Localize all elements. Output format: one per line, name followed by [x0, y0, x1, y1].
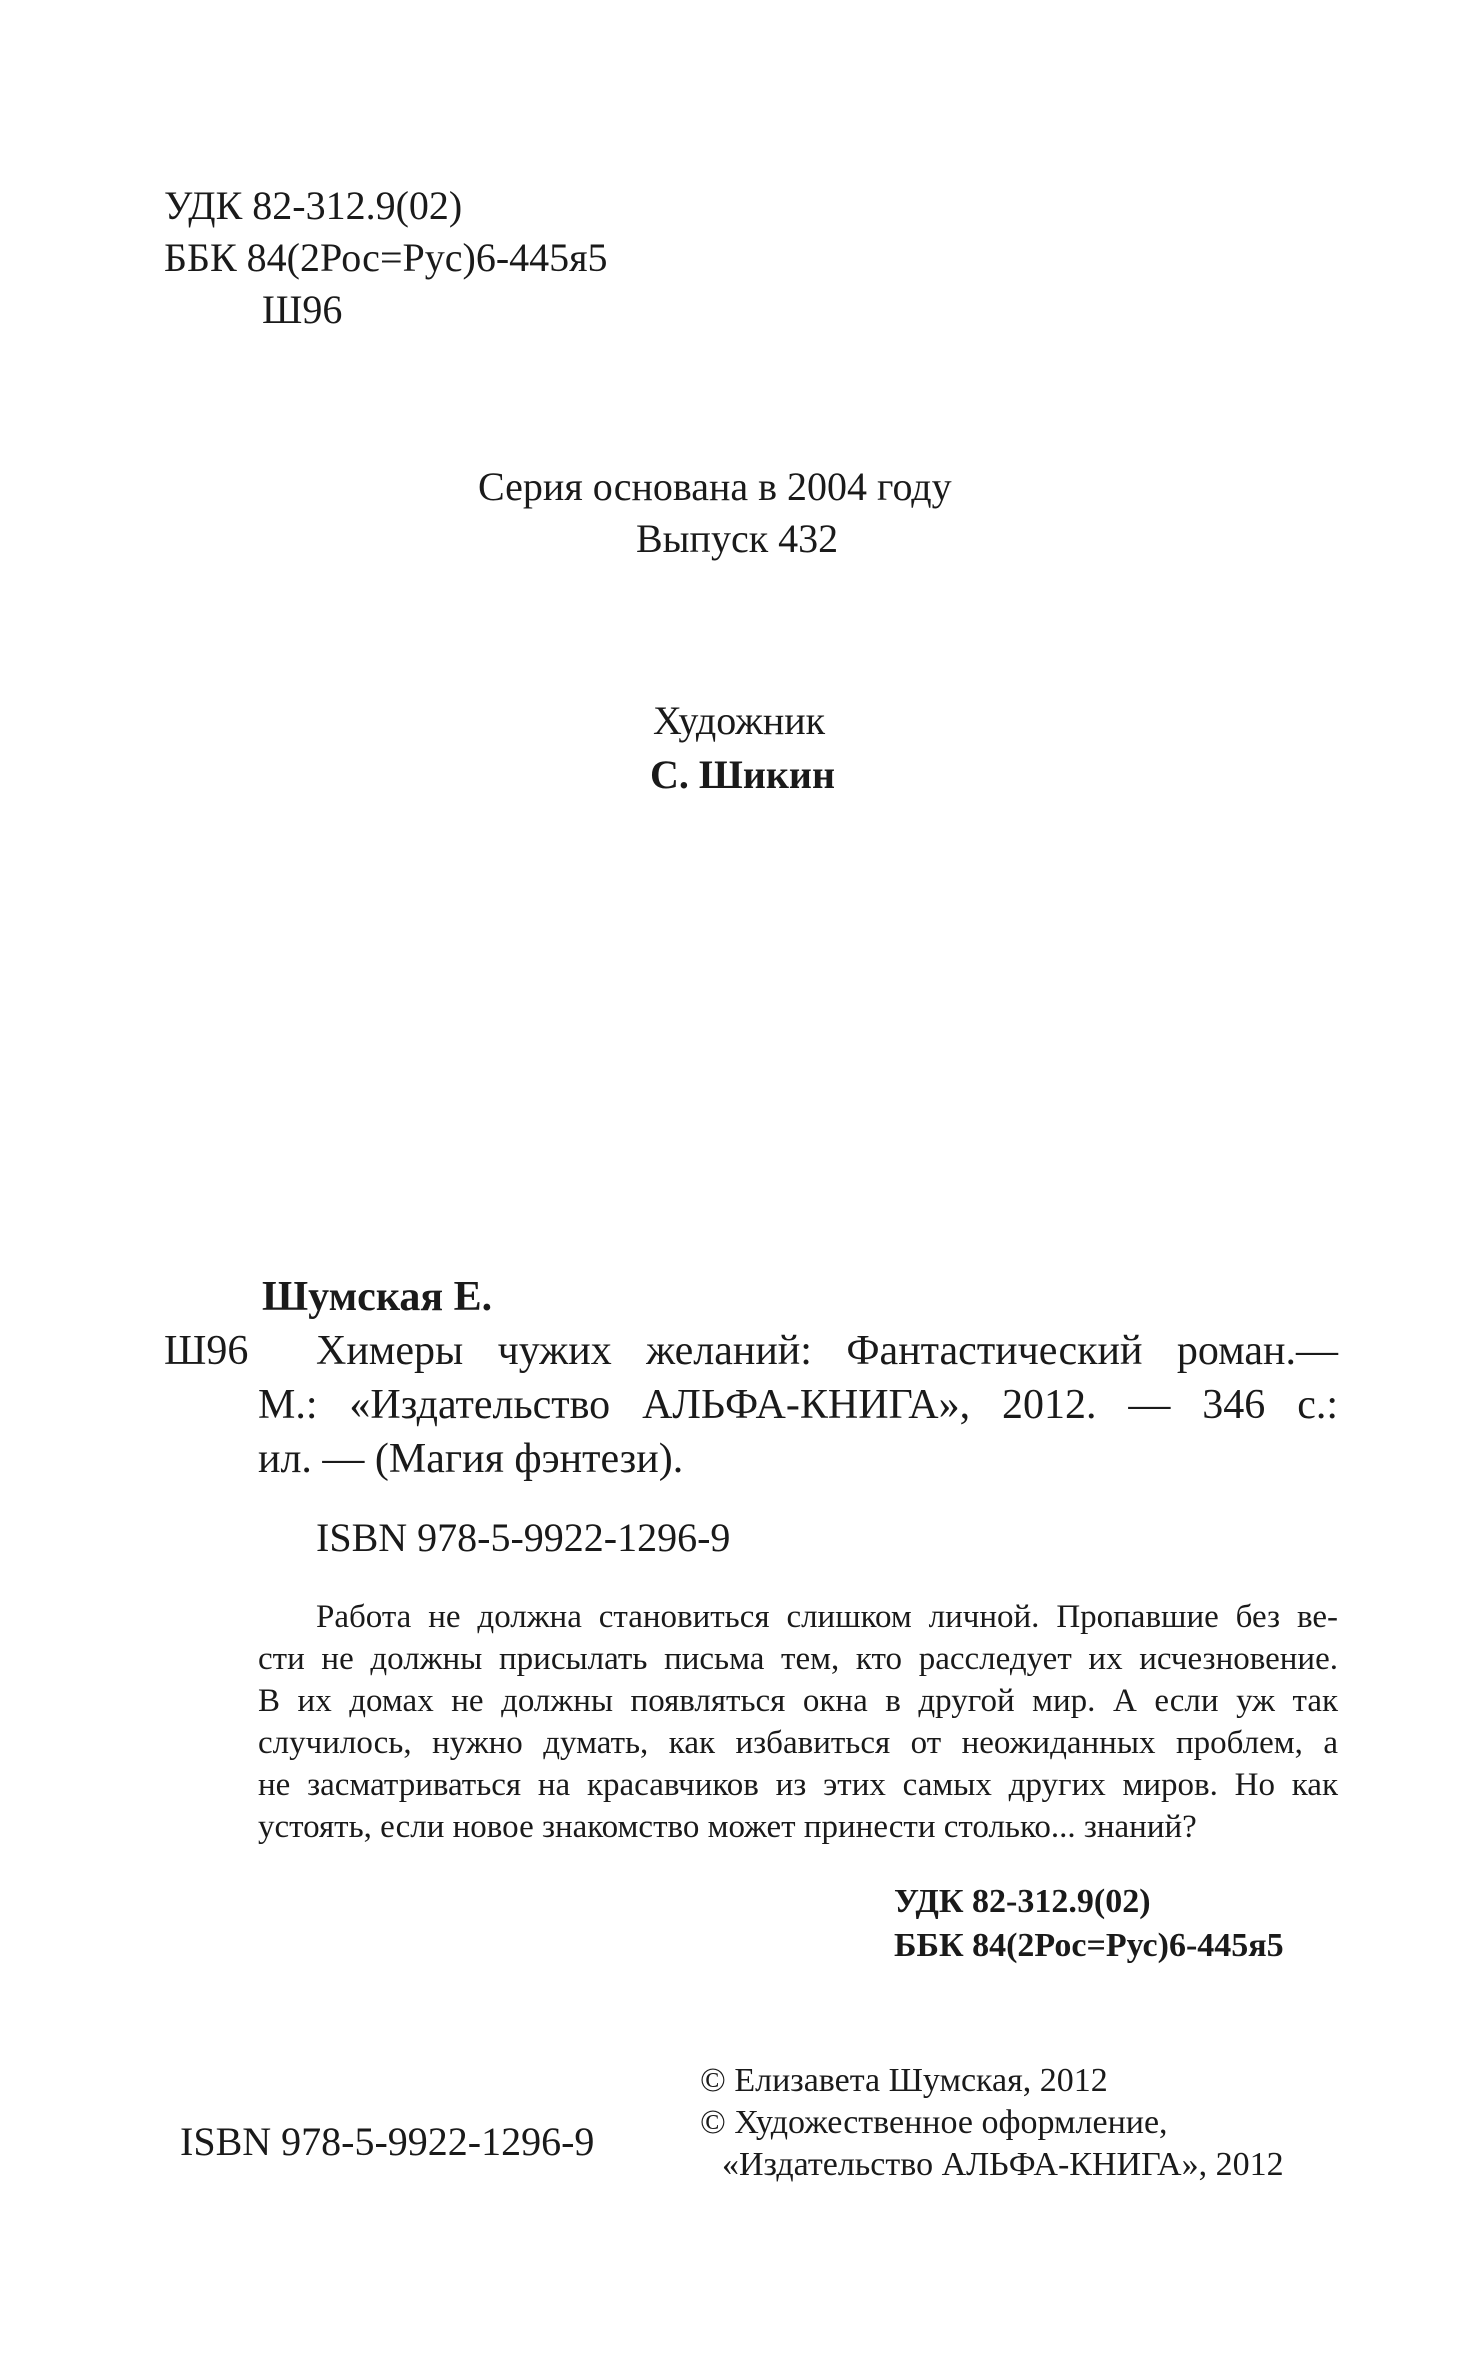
catalog-line: Химеры чужих желаний: Фантастический роман.—: [316, 1328, 1338, 1374]
artist-label: Художник: [653, 698, 826, 743]
annotation-line: В их домах не должны появляться окна в другой мир. А если уж так: [258, 1683, 1338, 1719]
copyright-design: © Художественное оформление,: [700, 2104, 1168, 2141]
catalog-description: [258, 1324, 1338, 1486]
udk-code-bottom: УДК 82-312.9(02): [894, 1883, 1151, 1920]
annotation: [258, 1596, 1338, 1848]
bbk-code-bottom: ББК 84(2Рос=Рус)6-445я5: [894, 1927, 1284, 1964]
annotation-line: случилось, нужно думать, как избавиться от неожиданных проблем, а: [258, 1725, 1338, 1761]
catalog-sign: Ш96: [164, 1328, 249, 1374]
catalog-author: Шумская Е.: [262, 1274, 493, 1320]
udk-code: УДК 82-312.9(02): [164, 183, 463, 228]
series-founded: Серия основана в 2004 году: [478, 464, 952, 509]
annotation-line: не засматриваться на красавчиков из этих самых других миров. Но как: [258, 1767, 1338, 1803]
footer-isbn: ISBN 978-5-9922-1296-9: [180, 2119, 595, 2164]
catalog-isbn: ISBN 978-5-9922-1296-9: [316, 1515, 731, 1560]
copyright-publisher: «Издательство АЛЬФА-КНИГА», 2012: [722, 2146, 1284, 2183]
catalog-line: ил. — (Магия фэнтези).: [258, 1436, 684, 1482]
annotation-line: Работа не должна становиться слишком личной. Пропавшие без ве-: [316, 1599, 1338, 1635]
catalog-line: М.: «Издательство АЛЬФА-КНИГА», 2012. — 346 с.:: [258, 1382, 1338, 1428]
bbk-code: ББК 84(2Рос=Рус)6-445я5: [164, 235, 608, 280]
copyright-author: © Елизавета Шумская, 2012: [700, 2062, 1108, 2099]
author-sign: Ш96: [262, 287, 343, 332]
annotation-line: устоять, если новое знакомство может принести столько... знаний?: [258, 1809, 1197, 1845]
annotation-line: сти не должны присылать письма тем, кто расследует их исчезновение.: [258, 1641, 1338, 1677]
artist-name: С. Шикин: [650, 752, 835, 797]
series-issue: Выпуск 432: [636, 516, 839, 561]
